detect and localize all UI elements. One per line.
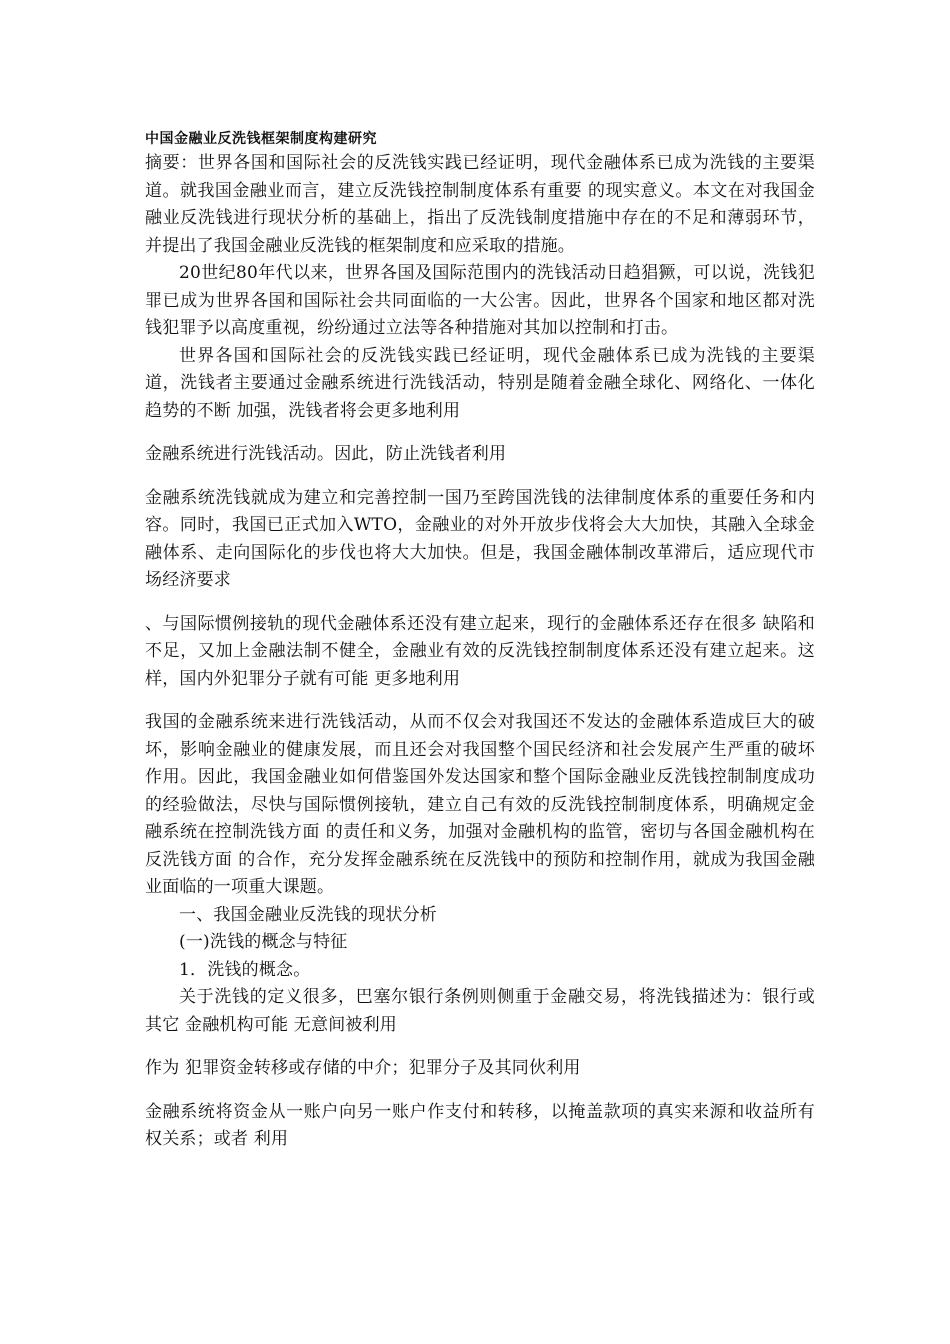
- item-heading-1: 1．洗钱的概念。: [179, 959, 311, 980]
- body-paragraph-wto: 金融系统洗钱就成为建立和完善控制一国乃至跨国洗钱的法律制度体系的重要任务和内容。同时，我国已正式加入WTO，金融业的对外开放步伐将会大大加快，其融入全球金融体系、走向国际化的步伐也将大大加快。但是，我国金融体制改革滞后，适应现代市场经济要求: [145, 487, 815, 590]
- subsection-heading-1: (一)洗钱的概念与特征: [179, 932, 348, 952]
- body-paragraph-background: 20世纪80年代以来，世界各国及国际范围内的洗钱活动日趋猖獗，可以说，洗钱犯罪已成为世界各国和国际社会共同面临的一大公害。因此，世界各个国家和地区都对洗钱犯罪予以高度重视，纷纷通过立法等各种措施对其加以控制和打击。: [145, 263, 815, 338]
- body-paragraph-fragment-1: 金融系统进行洗钱活动。因此，防止洗钱者利用: [145, 444, 507, 464]
- abstract-paragraph: 摘要：世界各国和国际社会的反洗钱实践已经证明，现代金融体系已成为洗钱的主要渠道。就我国金融业而言，建立反洗钱控制制度体系有重要 的现实意义。本文在对我国金融业反洗钱进行现状分析的基础上，指出了反洗钱制度措施中存在的不足和薄弱环节，并提出了我国金融业反洗钱的框架制度和应采取的措施。: [145, 153, 815, 256]
- body-paragraph-transfer: 金融系统将资金从一账户向另一账户作支付和转移，以掩盖款项的真实来源和收益所有 权关系；或者 利用: [145, 1101, 815, 1149]
- body-paragraph-channel: 世界各国和国际社会的反洗钱实践已经证明，现代金融体系已成为洗钱的主要渠道，洗钱者主要通过金融系统进行洗钱活动，特别是随着金融全球化、网络化、一体化趋势的不断 加强，洗钱者将会更多地利用: [145, 345, 815, 421]
- body-paragraph-definition: 关于洗钱的定义很多，巴塞尔银行条例则侧重于金融交易，将洗钱描述为：银行或其它 金融机构可能 无意间被利用: [145, 987, 815, 1035]
- body-paragraph-deficiency: 、与国际惯例接轨的现代金融体系还没有建立起来，现行的金融体系还存在很多 缺陷和不足，又加上金融法制不健全，金融业有效的反洗钱控制制度体系还没有建立起来。这样，国内外犯罪分子就有可能 更多地利用: [145, 613, 815, 689]
- section-heading-1: 一、我国金融业反洗钱的现状分析: [179, 904, 437, 925]
- body-paragraph-impact: 我国的金融系统来进行洗钱活动，从而不仅会对我国还不发达的金融体系造成巨大的破坏，影响金融业的健康发展，而且还会对我国整个国民经济和社会发展产生严重的破坏作用。因此，我国金融业如何借鉴国外发达国家和整个国际金融业反洗钱控制制度成功的经验做法，尽快与国际惯例接轨，建立自己有效的反洗钱控制制度体系，明确规定金融系统在控制洗钱方面 的责任和义务，加强对金融机构的监管，密切与各国金融机构在反洗钱方面 的合作，充分发挥金融系统在反洗钱中的预防和控制作用，就成为我国金融业面临的一项重大课题。: [145, 712, 815, 897]
- document-title: 中国金融业反洗钱框架制度构建研究: [145, 131, 377, 147]
- body-paragraph-fragment-2: 作为 犯罪资金转移或存储的中介；犯罪分子及其同伙利用: [145, 1058, 581, 1078]
- document-body: [145, 128, 815, 1154]
